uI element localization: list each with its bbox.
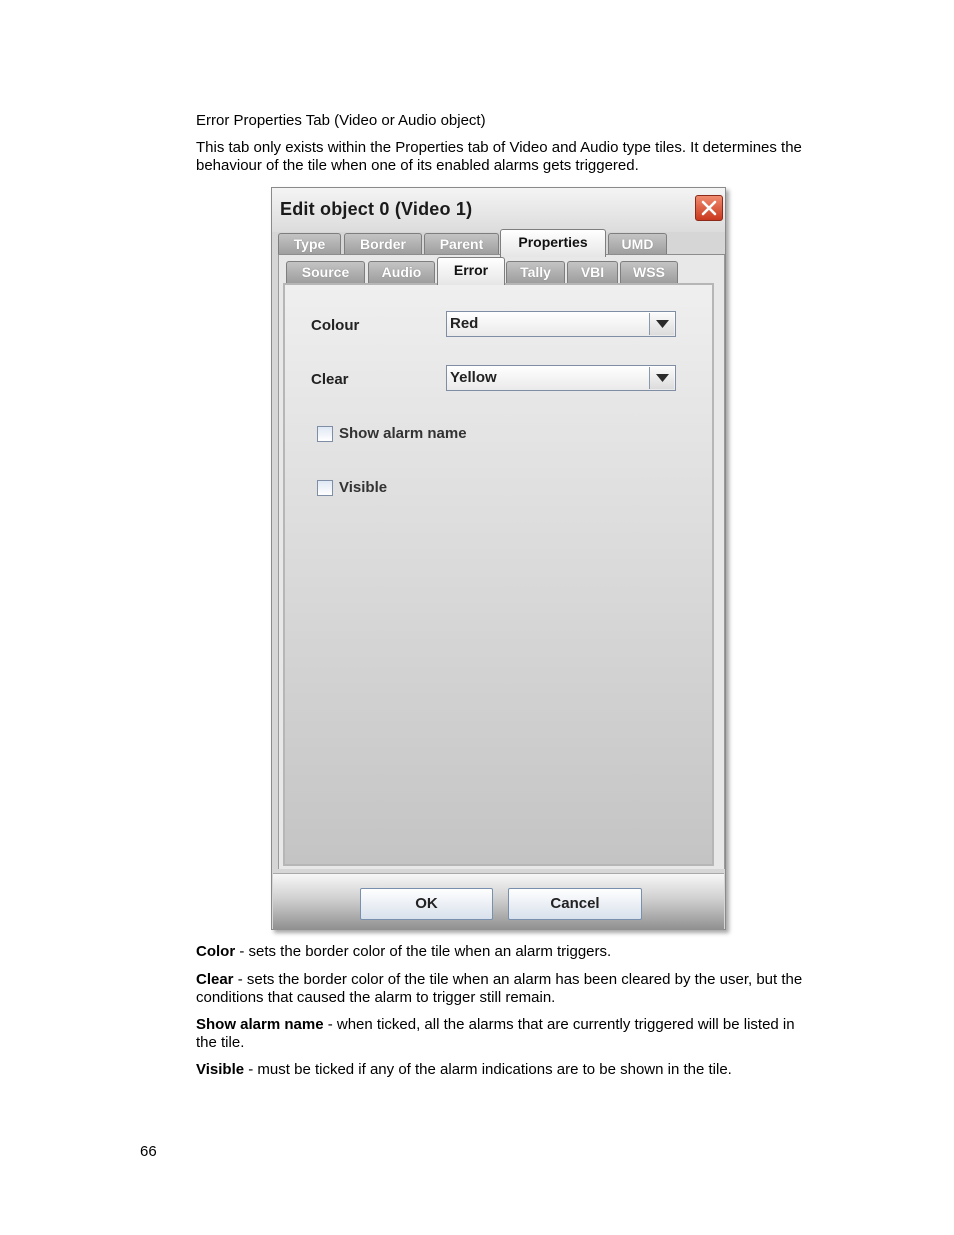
term-visible: Visible xyxy=(196,1061,245,1078)
definition-clear xyxy=(196,971,811,1007)
show-alarm-name-checkbox[interactable] xyxy=(317,426,333,442)
tab-border[interactable]: Border xyxy=(344,233,422,255)
clear-select-arrow[interactable] xyxy=(649,367,674,389)
show-alarm-name-label: Show alarm name xyxy=(339,425,467,442)
colour-label: Colour xyxy=(311,317,360,334)
subtab-source[interactable]: Source xyxy=(286,261,365,283)
error-panel xyxy=(283,283,714,866)
chevron-down-icon xyxy=(656,374,669,382)
definition-visible xyxy=(196,1061,811,1079)
visible-label: Visible xyxy=(339,479,388,496)
subtab-audio[interactable]: Audio xyxy=(368,261,435,283)
intro-paragraph: This tab only exists within the Properties tab of Video and Audio type tiles. It determines the behaviour of the tile when one of its enabled alarms gets triggered. xyxy=(196,139,802,174)
desc-show-alarm-name: - when ticked, all the alarms that are currently triggered will be listed in the tile. xyxy=(196,1016,795,1051)
section-heading: Error Properties Tab (Video or Audio object) xyxy=(196,112,486,129)
subtab-tally[interactable]: Tally xyxy=(506,261,565,283)
close-icon xyxy=(701,200,717,216)
subtab-wss[interactable]: WSS xyxy=(620,261,678,283)
close-button[interactable] xyxy=(695,195,723,221)
dialog-button-bar xyxy=(273,873,724,930)
page-number: 66 xyxy=(140,1143,157,1160)
dialog-title: Edit object 0 (Video 1) xyxy=(280,199,473,219)
cancel-button[interactable]: Cancel xyxy=(508,888,642,920)
tab-parent[interactable]: Parent xyxy=(424,233,499,255)
definition-show-alarm-name xyxy=(196,1016,811,1052)
desc-clear: - sets the border color of the tile when an alarm has been cleared by the user, but the conditions that caused the alarm to trigger still remain. xyxy=(196,971,803,1006)
tab-properties[interactable]: Properties xyxy=(500,229,606,257)
clear-select-value: Yellow xyxy=(450,369,497,386)
term-color: Color xyxy=(196,943,236,960)
definition-color xyxy=(196,943,811,961)
chevron-down-icon xyxy=(656,320,669,328)
subtab-error[interactable]: Error xyxy=(437,257,505,285)
edit-object-dialog xyxy=(271,187,726,930)
clear-label: Clear xyxy=(311,371,349,388)
ok-button[interactable]: OK xyxy=(360,888,493,920)
subtab-vbi[interactable]: VBI xyxy=(567,261,618,283)
main-tab-bar xyxy=(278,233,724,259)
colour-select-value: Red xyxy=(450,315,479,332)
colour-select[interactable] xyxy=(446,311,676,337)
visible-checkbox[interactable] xyxy=(317,480,333,496)
tab-type[interactable]: Type xyxy=(278,233,341,255)
dialog-titlebar xyxy=(272,188,725,232)
tab-umd[interactable]: UMD xyxy=(608,233,667,255)
clear-select[interactable] xyxy=(446,365,676,391)
term-show-alarm-name: Show alarm name xyxy=(196,1016,324,1033)
term-clear: Clear xyxy=(196,971,234,988)
colour-select-arrow[interactable] xyxy=(649,313,674,335)
desc-color: - sets the border color of the tile when an alarm triggers. xyxy=(235,943,612,960)
desc-visible: - must be ticked if any of the alarm indications are to be shown in the tile. xyxy=(244,1061,732,1078)
